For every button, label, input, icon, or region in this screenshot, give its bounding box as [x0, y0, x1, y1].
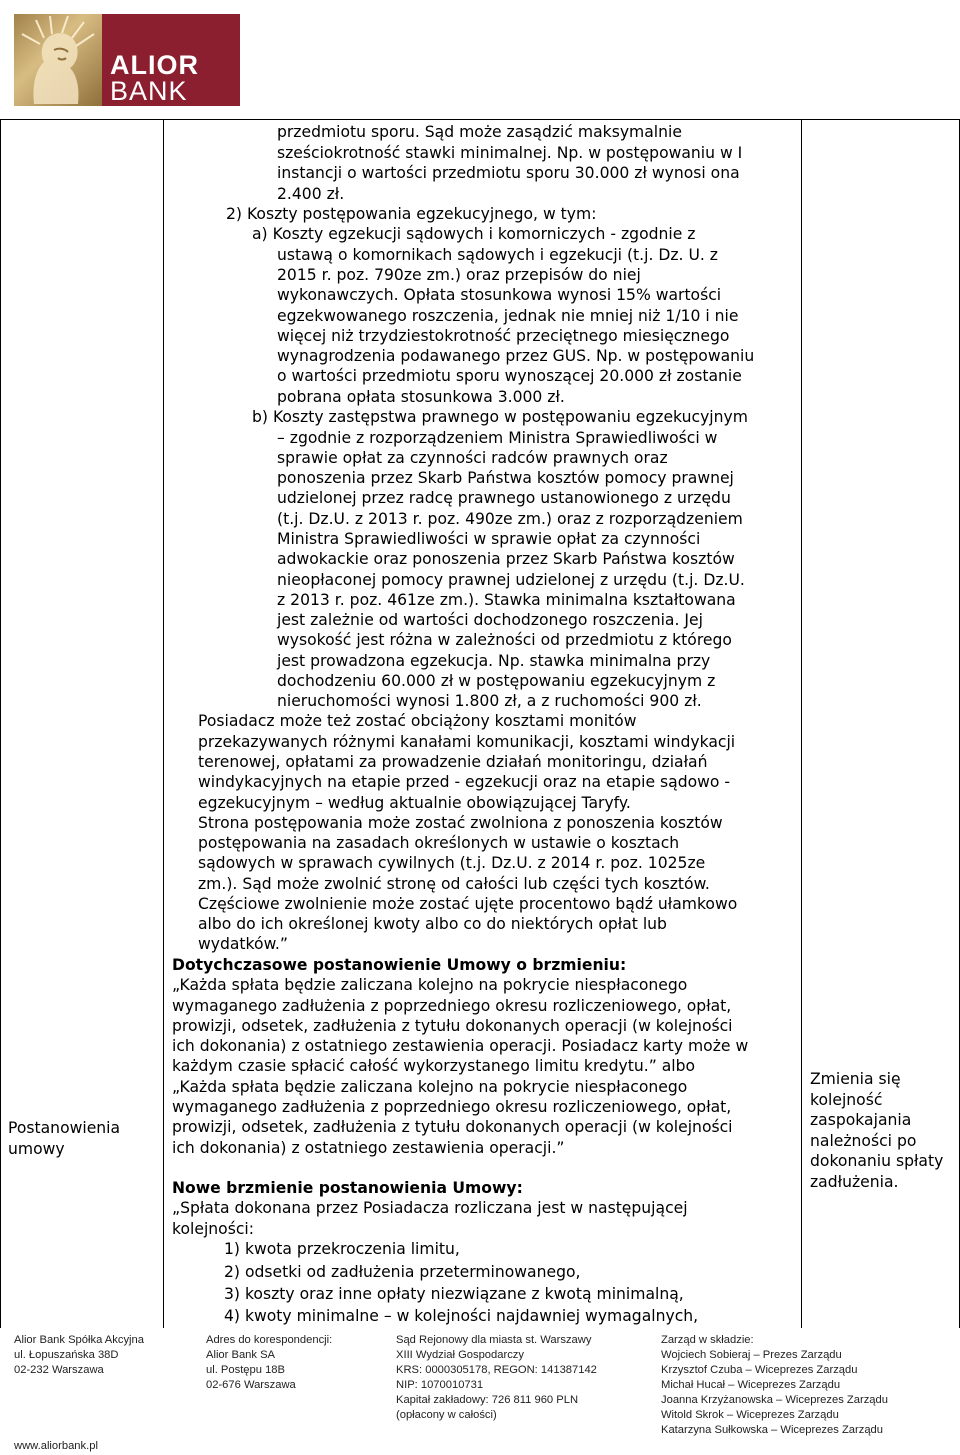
text-line: wykonawczych. Opłata stosunkowa wynosi 15% wartości [277, 286, 722, 304]
section-heading-previous: Dotychczasowe postanowienie Umowy o brzmieniu: [172, 956, 627, 974]
footer-board [661, 1333, 888, 1438]
text-line: „Każda spłata będzie zaliczana kolejno na pokrycie niespłaconego [172, 976, 688, 994]
text-line: wynagrodzenia podawanego przez GUS. Np. w postępowaniu [277, 347, 755, 365]
text-line: przedmiotu sporu. Sąd może zasądzić maksymalnie [277, 123, 682, 141]
text-line: pobrana opłata stosunkowa 3.000 zł. [277, 388, 565, 406]
text-line: egzekucyjnym – według aktualnie obowiązującej Taryfy. [198, 794, 631, 812]
footer-line: Krzysztof Czuba – Wiceprezes Zarządu [661, 1364, 858, 1376]
page-footer [0, 1333, 960, 1455]
footer-line: ul. Łopuszańska 38D [14, 1349, 119, 1361]
text-line: a) Koszty egzekucji sądowych i komorniczych - zgodnie z [252, 225, 696, 243]
text-line: – zgodnie z rozporządzeniem Ministra Sprawiedliwości w [277, 429, 718, 447]
footer-line: Alior Bank SA [206, 1349, 276, 1361]
text-line: każdym czasie spłacić całość wykorzystanego limitu kredytu.” albo [172, 1057, 696, 1075]
alior-bank-logo [14, 14, 228, 106]
text-line: nieruchomości wynosi 1.800 zł, a z ruchomości 900 zł. [277, 692, 702, 710]
text-line: albo do ich określonej kwoty albo co do niektórych opłat lub [198, 915, 667, 933]
text-line: wysokość jest różna w zależności od przedmiotu z którego [277, 631, 732, 649]
footer-line: Alior Bank Spółka Akcyjna [14, 1334, 144, 1346]
text-line: prowizji, odsetek, zadłużenia z tytułu dokonanych operacji (w kolejności [172, 1017, 733, 1035]
text-line: Ministra Sprawiedliwości w sprawie opłat za czynności [277, 530, 701, 548]
footer-line: 02-676 Warszawa [206, 1379, 296, 1391]
text-line: ustawą o komornikach sądowych i egzekucji (t.j. Dz. U. z [277, 246, 718, 264]
website-link[interactable]: www.aliorbank.pl [14, 1440, 98, 1452]
row-label: Postanowienia umowy [8, 1119, 121, 1158]
footer-line: Zarząd w składzie: [661, 1334, 754, 1346]
text-line: wymaganego zadłużenia z poprzedniego okresu rozliczeniowego, opłat, [172, 1098, 732, 1116]
text-line: instancji o wartości przedmiotu sporu 30.000 zł wynosi ona [277, 164, 740, 182]
text-line: więcej niż trzydziestokrotność przeciętnego miesięcznego [277, 327, 730, 345]
footer-line: Kapitał zakładowy: 726 811 960 PLN [396, 1394, 579, 1406]
text-line: o wartości przedmiotu sporu wynoszącej 20.000 zł zostanie [277, 367, 742, 385]
brand-name [102, 14, 240, 106]
text-line: 2015 r. poz. 790ze zm.) oraz przepisów do niej [277, 266, 641, 284]
text-line: postępowania na zasadach określonych w ustawie o kosztach [198, 834, 680, 852]
text-line: wymaganego zadłużenia z poprzedniego okresu rozliczeniowego, opłat, [172, 997, 732, 1015]
text-line: b) Koszty zastępstwa prawnego w postępowaniu egzekucyjnym [252, 408, 748, 426]
text-line: „Każda spłata będzie zaliczana kolejno na pokrycie niespłaconego [172, 1078, 688, 1096]
footer-line: Sąd Rejonowy dla miasta st. Warszawy [396, 1334, 592, 1346]
text-line: 2.400 zł. [277, 185, 345, 203]
list-item: 2) odsetki od zadłużenia przeterminowanego, [224, 1263, 581, 1281]
footer-correspondence [206, 1333, 332, 1393]
text-line: adwokackie oraz ponoszenia przez Skarb Państwa kosztów [277, 550, 735, 568]
text-line: kolejności: [172, 1220, 254, 1238]
text-line: sprawie opłat za czynności radców prawnych oraz [277, 449, 668, 467]
text-line: wydatków.” [198, 935, 288, 953]
brand-line-2: BANK [110, 76, 188, 106]
change-description: Zmienia się kolejność zaspokajania należności po dokonaniu spłaty zadłużenia. [810, 1070, 944, 1191]
list-item: 1) kwota przekroczenia limitu, [224, 1240, 460, 1258]
text-line: (t.j. Dz.U. z 2013 r. poz. 490ze zm.) oraz z rozporządzeniem [277, 510, 743, 528]
list-item: 4) kwoty minimalne – w kolejności najdawniej wymagalnych, [224, 1307, 699, 1325]
footer-line: Joanna Krzyżanowska – Wiceprezes Zarządu [661, 1394, 888, 1406]
footer-line: ul. Postępu 18B [206, 1364, 285, 1376]
text-line: ponoszenia przez Skarb Państwa kosztów pomocy prawnej [277, 469, 734, 487]
text-line: przekazywanych różnymi kanałami komunikacji, kosztami windykacji [198, 733, 736, 751]
footer-line: 02-232 Warszawa [14, 1364, 104, 1376]
text-line: udzielonej przez radcę prawnego ustanowionego z urzędu [277, 489, 731, 507]
footer-line: NIP: 1070010731 [396, 1379, 484, 1391]
text-line: nieopłaconej pomocy prawnej udzielonej z urzędu (t.j. Dz.U. [277, 571, 745, 589]
footer-line: Michał Hucał – Wiceprezes Zarządu [661, 1379, 841, 1391]
text-line: prowizji, odsetek, zadłużenia z tytułu dokonanych operacji (w kolejności [172, 1118, 733, 1136]
footer-line: Witold Skrok – Wiceprezes Zarządu [661, 1409, 839, 1421]
footer-line: XIII Wydział Gospodarczy [396, 1349, 524, 1361]
text-line: „Spłata dokonana przez Posiadacza rozliczana jest w następującej [172, 1199, 688, 1217]
text-line: sześciokrotność stawki minimalnej. Np. w postępowaniu w I [277, 144, 743, 162]
footer-line: (opłacony w całości) [396, 1409, 497, 1421]
column-divider-2 [801, 119, 802, 1328]
text-line: 2) Koszty postępowania egzekucyjnego, w tym: [226, 205, 597, 223]
table-left-border [0, 119, 1, 1328]
text-line: Strona postępowania może zostać zwolniona z ponoszenia kosztów [198, 814, 723, 832]
text-line: jest zależnie od wartości dochodzonego roszczenia. Jej [277, 611, 703, 629]
text-line: ich dokonania) z ostatniego zestawienia operacji.” [172, 1139, 565, 1157]
footer-line: KRS: 0000305178, REGON: 141387142 [396, 1364, 597, 1376]
text-line: egzekwowanego roszczenia, jednak nie mniej niż 1/10 i nie [277, 307, 739, 325]
text-line: Posiadacz może też zostać obciążony kosztami monitów [198, 712, 637, 730]
list-item: 3) koszty oraz inne opłaty niezwiązane z kwotą minimalną, [224, 1285, 684, 1303]
footer-company [14, 1333, 144, 1378]
text-line: jest prowadzona egzekucja. Np. stawka minimalna przy [277, 652, 711, 670]
footer-line: Katarzyna Sułkowska – Wiceprezes Zarządu [661, 1424, 883, 1436]
brand-line-1: ALIOR [110, 50, 199, 80]
footer-line: Wojciech Sobieraj – Prezes Zarządu [661, 1349, 842, 1361]
text-line: Częściowe zwolnienie może zostać ujęte procentowo bądź ułamkowo [198, 895, 738, 913]
footer-line: Adres do korespondencji: [206, 1334, 333, 1346]
text-line: sądowych w sprawach cywilnych (t.j. Dz.U. z 2014 r. poz. 1025ze [198, 854, 706, 872]
goddess-emblem-icon [14, 14, 102, 106]
text-line: terenowej, opłatami za prowadzenie działań monitoringu, działań [198, 753, 708, 771]
footer-registry [396, 1333, 597, 1423]
text-line: ich dokonania) z ostatniego zestawienia operacji. Posiadacz karty może w [172, 1037, 749, 1055]
table-top-border [0, 119, 960, 120]
text-line: windykacyjnych na etapie przed - egzekucji oraz na etapie sądowo - [198, 773, 731, 791]
column-divider-1 [163, 119, 164, 1328]
section-heading-new: Nowe brzmienie postanowienia Umowy: [172, 1179, 523, 1197]
text-line: z 2013 r. poz. 461ze zm.). Stawka minimalna kształtowana [277, 591, 736, 609]
text-line: dochodzeniu 60.000 zł w postępowaniu egzekucyjnym z [277, 672, 716, 690]
text-line: zm.). Sąd może zwolnić stronę od całości lub części tych kosztów. [198, 875, 710, 893]
